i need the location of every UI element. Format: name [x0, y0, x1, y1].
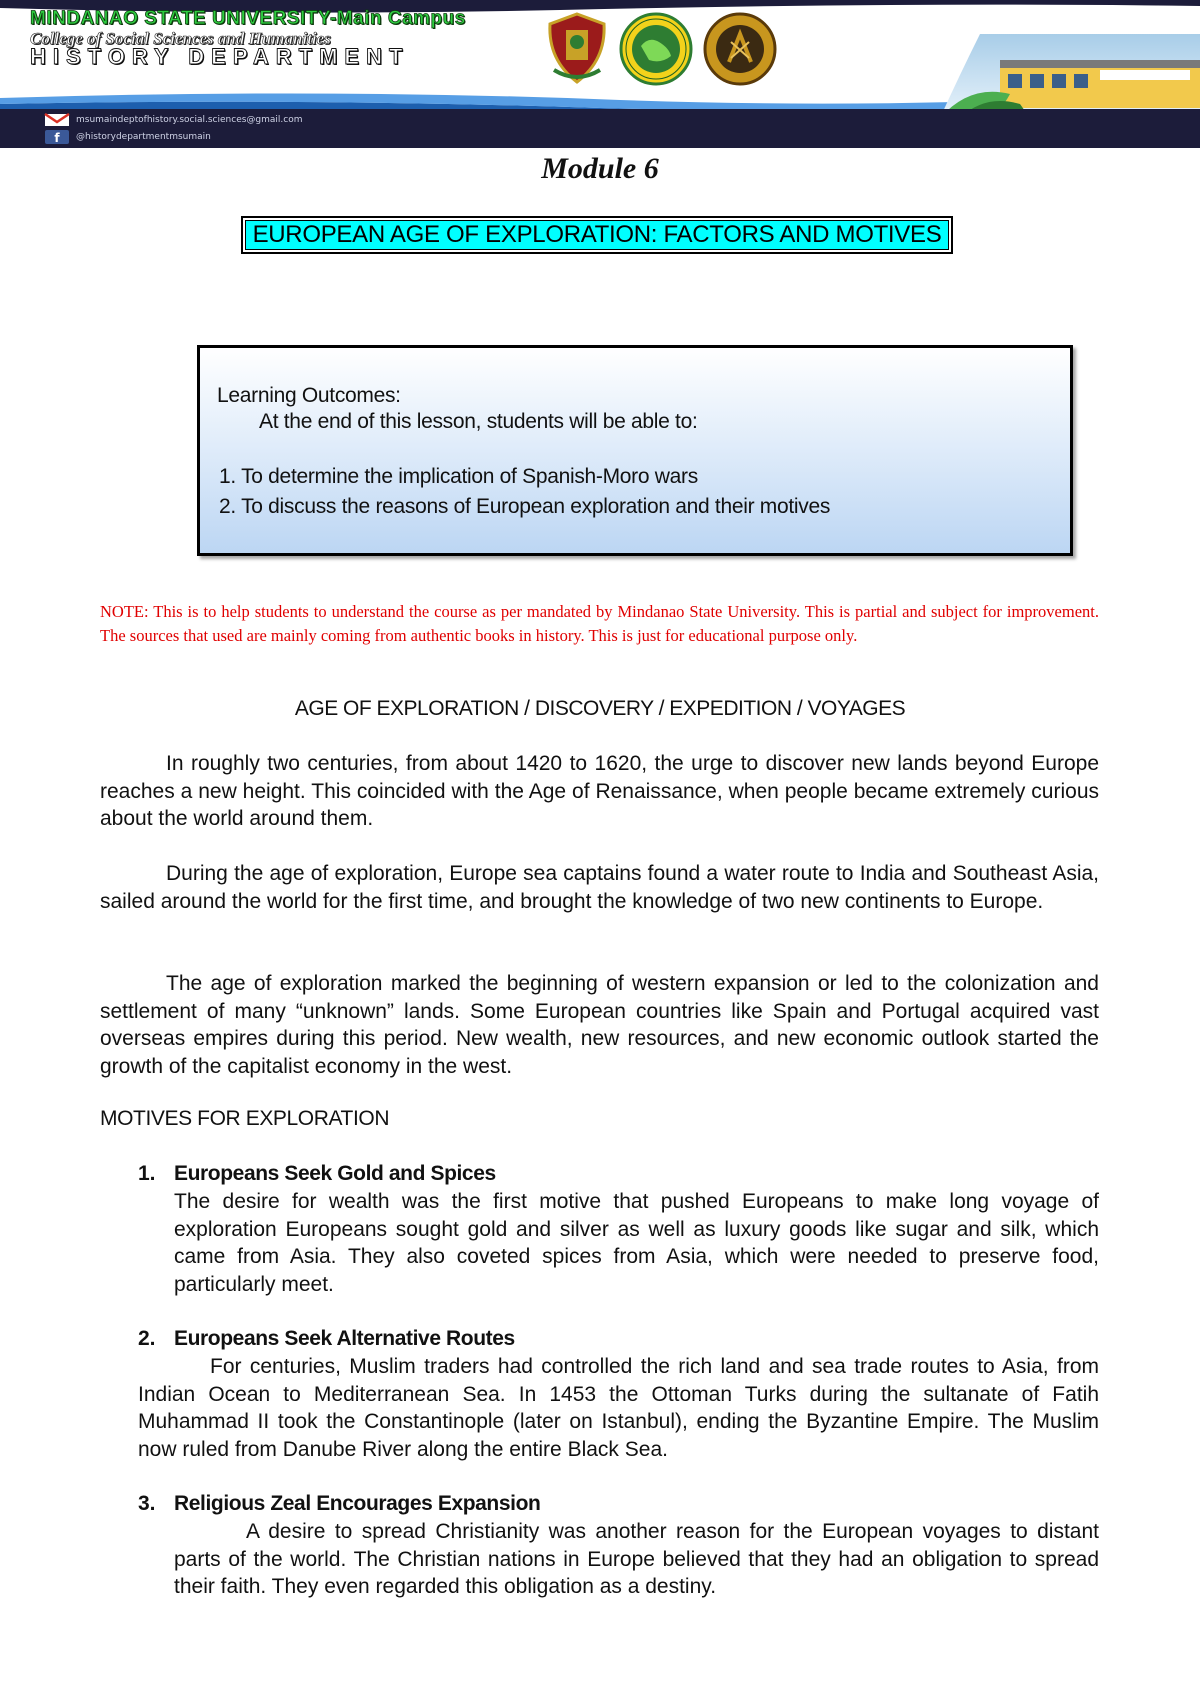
history-department-seal-logo	[619, 12, 693, 86]
contact-bar	[0, 109, 1200, 148]
motive-body: For centuries, Muslim traders had controlled the rich land and sea trade routes to Asia, from Indian Ocean to Mediterranean Sea. In 1453 the Ottoman Turks during the sultanate of Fatih Muhammad II took the Constantinople (later on Istanbul), ending the Byzantine Empire. The Muslim now ruled from Danube River along the entire Black Sea.	[138, 1355, 1099, 1461]
learning-outcome-item: 2. To discuss the reasons of European exploration and their motives	[219, 495, 831, 518]
svg-text:f: f	[54, 131, 60, 144]
motive-title: Europeans Seek Gold and Spices	[174, 1162, 496, 1185]
learning-outcomes-label: Learning Outcomes:	[217, 384, 401, 407]
college-name: College of Social Sciences and Humanities	[30, 29, 331, 48]
motive-body: The desire for wealth was the first motive that pushed Europeans to make long voyage of exploration Europeans sought gold and silver as well as luxury goods like sugar and silk, which came from Asia. They also coveted spices from Asia, which were needed to preserve food, particularly meet.	[174, 1190, 1099, 1296]
department-name: HISTORY DEPARTMENT	[30, 44, 410, 69]
motive-number: 1.	[138, 1162, 156, 1185]
topic-title-box	[241, 216, 953, 254]
university-name: MINDANAO STATE UNIVERSITY-Main Campus	[30, 8, 466, 29]
module-title: Module 6	[541, 152, 659, 185]
facebook-icon	[44, 130, 70, 144]
motive-body: A desire to spread Christianity was another reason for the European voyages to distant parts of the world. The Christian nations in Europe believed that they had an obligation to spread their faith. They even regarded this obligation as a destiny.	[174, 1520, 1099, 1598]
college-seal-logo	[703, 12, 777, 86]
body-paragraph: The age of exploration marked the beginning of western expansion or led to the colonization and settlement of many “unknown” lands. Some European countries like Spain and Portugal acquired vast overseas empires during this period. New wealth, new resources, and new economic outlook started the growth of the capitalist economy in the west.	[100, 972, 1099, 1078]
learning-outcomes-intro: At the end of this lesson, students will be able to:	[259, 410, 698, 433]
facebook-handle: @historydepartmentmsumain	[76, 132, 211, 142]
gmail-icon	[44, 113, 70, 127]
college-building-photo	[940, 34, 1200, 118]
motives-heading: MOTIVES FOR EXPLORATION	[100, 1107, 390, 1130]
motive-number: 2.	[138, 1327, 156, 1350]
motive-number: 3.	[138, 1492, 156, 1515]
topic-title: EUROPEAN AGE OF EXPLORATION: FACTORS AND MOTIVES	[245, 220, 949, 250]
body-paragraph: During the age of exploration, Europe sea captains found a water route to India and Southeast Asia, sailed around the world for the first time, and brought the knowledge of two new continents to Europe.	[100, 862, 1099, 913]
msu-seal-logo	[540, 12, 614, 86]
learning-outcomes-box	[197, 345, 1073, 556]
section-heading: AGE OF EXPLORATION / DISCOVERY / EXPEDITION / VOYAGES	[294, 697, 906, 720]
facebook-contact	[44, 130, 211, 144]
body-paragraph: In roughly two centuries, from about 1420 to 1620, the urge to discover new lands beyond Europe reaches a new height. This coincided with the Age of Renaissance, when people became extremely curious about the world around them.	[100, 752, 1099, 830]
email-contact	[44, 113, 303, 127]
motive-title: Europeans Seek Alternative Routes	[174, 1327, 515, 1350]
header-banner	[0, 0, 1200, 148]
email-address: msumaindeptofhistory.social.sciences@gmail.com	[76, 115, 303, 125]
disclaimer-note: NOTE: This is to help students to understand the course as per mandated by Mindanao State University. This is partial and subject for improvement. The sources that used are mainly coming from authentic books in history. This is just for educational purpose only.	[100, 602, 1099, 645]
learning-outcome-item: 1. To determine the implication of Spanish-Moro wars	[219, 465, 698, 488]
motive-title: Religious Zeal Encourages Expansion	[174, 1492, 541, 1515]
